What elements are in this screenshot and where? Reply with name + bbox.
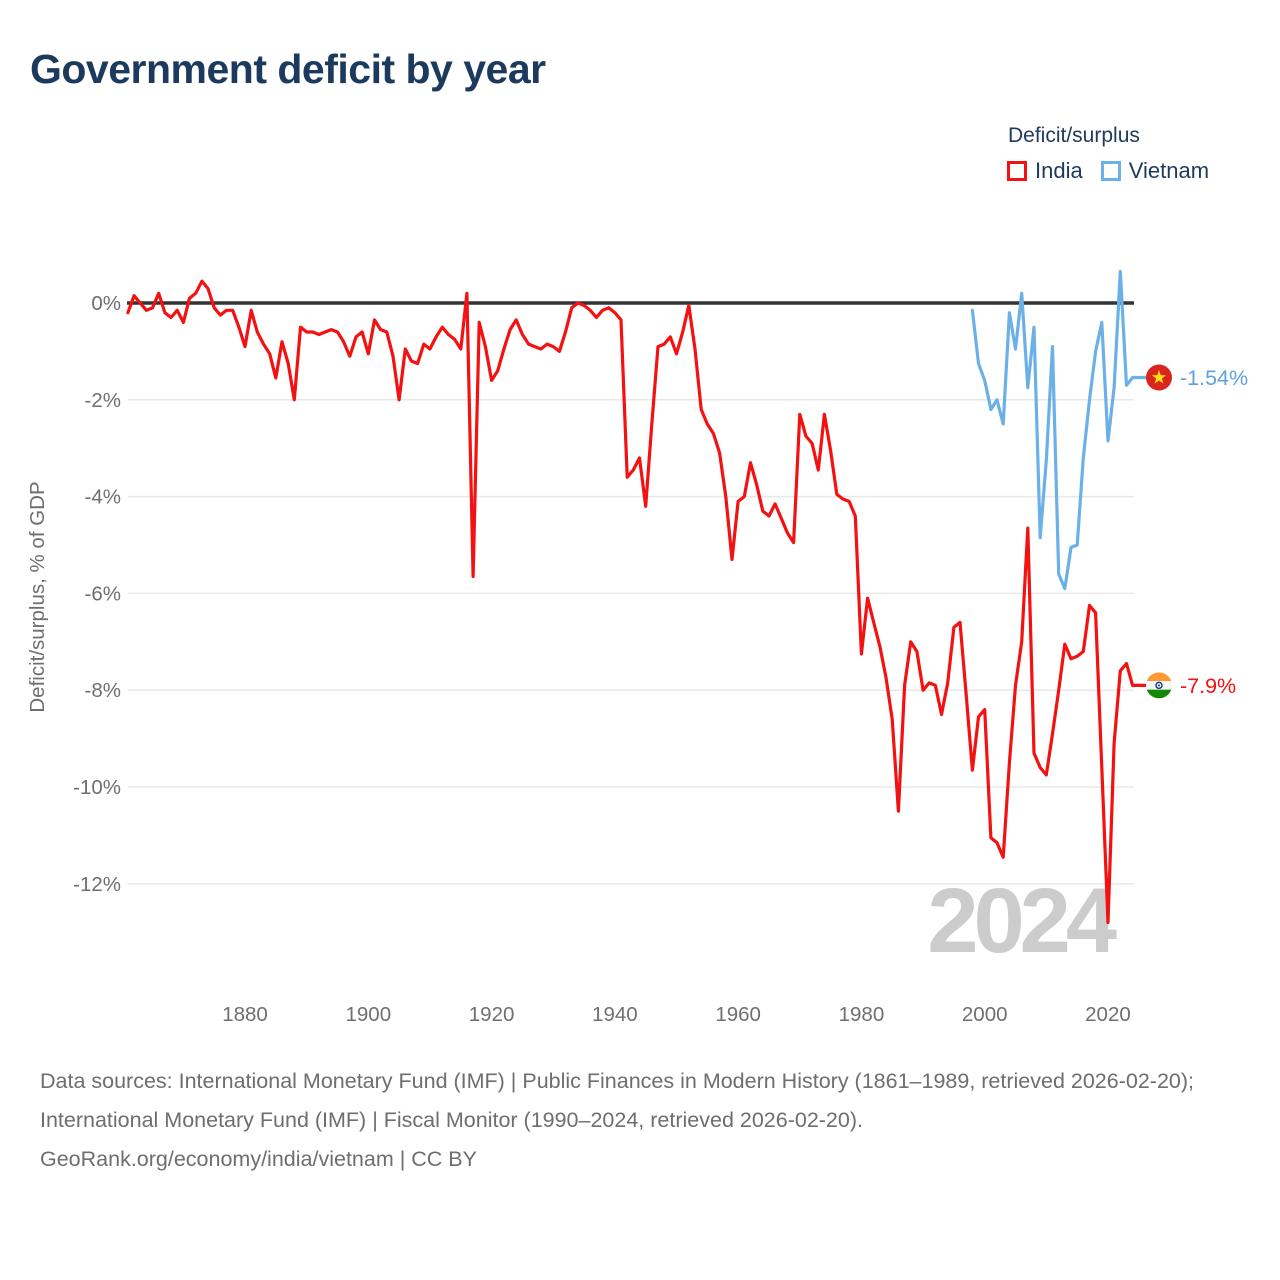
x-tick-label: 1940: [592, 1003, 638, 1026]
footer: [40, 1062, 1238, 1179]
attribution-text: GeoRank.org/economy/india/vietnam | CC BY: [40, 1147, 477, 1172]
year-watermark: 2024: [927, 870, 1112, 972]
x-tick-label: 1960: [715, 1003, 761, 1026]
y-tick-label: 0%: [91, 292, 121, 315]
x-tick-label: 1920: [468, 1003, 515, 1026]
legend-item-vietnam-label: Vietnam: [1128, 158, 1210, 183]
x-tick-label: 1880: [222, 1003, 268, 1026]
x-tick-label: 1900: [345, 1003, 392, 1026]
legend-title: Deficit/surplus: [1008, 124, 1140, 147]
x-tick-label: 2000: [961, 1003, 1008, 1026]
y-tick-label: -4%: [84, 485, 121, 509]
legend-item-india-label: India: [1035, 158, 1083, 183]
page-title: Government deficit by year: [30, 46, 546, 92]
legend-item-india[interactable]: [1007, 158, 1083, 184]
x-tick-label: 1980: [838, 1003, 885, 1026]
vietnam-flag-icon: [1146, 365, 1172, 391]
y-axis-title: Deficit/surplus, % of GDP: [26, 481, 49, 713]
india-flag-icon: [1146, 672, 1172, 698]
y-tick-label: -10%: [73, 776, 121, 799]
y-tick-label: -12%: [73, 872, 121, 896]
y-tick-label: -2%: [84, 388, 121, 412]
x-tick-label: 2020: [1085, 1003, 1131, 1026]
legend-items: [1007, 158, 1209, 184]
legend-item-vietnam[interactable]: [1101, 158, 1209, 184]
india-line: [128, 281, 1146, 922]
data-sources-text: Data sources: International Monetary Fund (IMF) | Public Finances in Modern History (1861–1989, retrieved 2026-02-20); International Monetary Fund (IMF) | Fiscal Monitor (1990–2024, retrieved 2026-02-20).: [40, 1069, 1195, 1133]
india-swatch-icon: [1007, 161, 1027, 181]
vietnam-end-value-label: -1.54%: [1180, 366, 1249, 391]
y-tick-label: -8%: [84, 679, 121, 703]
india-end-value-label: -7.9%: [1180, 673, 1237, 698]
vietnam-swatch-icon: [1101, 161, 1121, 181]
y-tick-label: -6%: [84, 582, 121, 606]
legend: [1007, 124, 1209, 184]
vietnam-line: [972, 272, 1146, 589]
